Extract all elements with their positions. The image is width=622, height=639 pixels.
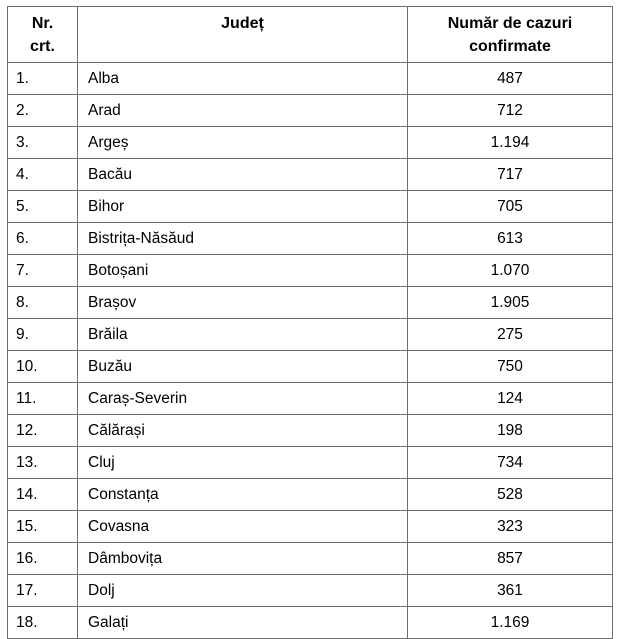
header-nr-crt: Nr. crt. (8, 7, 78, 63)
cases-count-cell: 487 (408, 63, 613, 95)
cases-count-cell: 1.070 (408, 255, 613, 287)
row-number-cell: 18. (8, 607, 78, 639)
county-name-cell: Botoșani (78, 255, 408, 287)
county-name-cell: Constanța (78, 479, 408, 511)
cases-count-cell: 124 (408, 383, 613, 415)
table-row (8, 447, 613, 479)
table-row (8, 607, 613, 639)
county-name-cell: Brăila (78, 319, 408, 351)
table-row (8, 543, 613, 575)
county-name-cell: Brașov (78, 287, 408, 319)
header-row (8, 7, 613, 63)
cases-count-cell: 613 (408, 223, 613, 255)
row-number-cell: 11. (8, 383, 78, 415)
county-name-cell: Covasna (78, 511, 408, 543)
cases-count-cell: 1.194 (408, 127, 613, 159)
table-row (8, 575, 613, 607)
county-name-cell: Arad (78, 95, 408, 127)
table-row (8, 255, 613, 287)
row-number-cell: 3. (8, 127, 78, 159)
cases-count-cell: 1.905 (408, 287, 613, 319)
cases-count-cell: 712 (408, 95, 613, 127)
county-name-cell: Caraș-Severin (78, 383, 408, 415)
county-name-cell: Dâmbovița (78, 543, 408, 575)
table-row (8, 479, 613, 511)
cases-count-cell: 528 (408, 479, 613, 511)
cases-count-cell: 734 (408, 447, 613, 479)
cases-count-cell: 1.169 (408, 607, 613, 639)
table-row (8, 511, 613, 543)
row-number-cell: 2. (8, 95, 78, 127)
document-page (7, 6, 613, 639)
table-row (8, 319, 613, 351)
row-number-cell: 6. (8, 223, 78, 255)
county-name-cell: Bistrița-Năsăud (78, 223, 408, 255)
row-number-cell: 5. (8, 191, 78, 223)
table-row (8, 383, 613, 415)
cases-count-cell: 857 (408, 543, 613, 575)
row-number-cell: 4. (8, 159, 78, 191)
row-number-cell: 16. (8, 543, 78, 575)
table-body (8, 63, 613, 639)
row-number-cell: 15. (8, 511, 78, 543)
table-row (8, 159, 613, 191)
row-number-cell: 8. (8, 287, 78, 319)
county-name-cell: Călărași (78, 415, 408, 447)
cases-count-cell: 705 (408, 191, 613, 223)
table-row (8, 191, 613, 223)
table-row (8, 287, 613, 319)
cases-count-cell: 323 (408, 511, 613, 543)
county-name-cell: Cluj (78, 447, 408, 479)
cases-count-cell: 750 (408, 351, 613, 383)
header-judet: Județ (78, 7, 408, 63)
table-row (8, 95, 613, 127)
table-row (8, 63, 613, 95)
county-name-cell: Argeș (78, 127, 408, 159)
cases-count-cell: 198 (408, 415, 613, 447)
row-number-cell: 13. (8, 447, 78, 479)
county-name-cell: Bihor (78, 191, 408, 223)
confirmed-cases-table (7, 6, 613, 639)
table-row (8, 351, 613, 383)
county-name-cell: Alba (78, 63, 408, 95)
cases-count-cell: 275 (408, 319, 613, 351)
header-numar-cazuri: Număr de cazuri confirmate (408, 7, 613, 63)
row-number-cell: 9. (8, 319, 78, 351)
row-number-cell: 14. (8, 479, 78, 511)
row-number-cell: 1. (8, 63, 78, 95)
table-row (8, 127, 613, 159)
row-number-cell: 10. (8, 351, 78, 383)
cases-count-cell: 717 (408, 159, 613, 191)
table-row (8, 415, 613, 447)
county-name-cell: Bacău (78, 159, 408, 191)
county-name-cell: Buzău (78, 351, 408, 383)
table-row (8, 223, 613, 255)
row-number-cell: 12. (8, 415, 78, 447)
cases-count-cell: 361 (408, 575, 613, 607)
row-number-cell: 7. (8, 255, 78, 287)
row-number-cell: 17. (8, 575, 78, 607)
county-name-cell: Dolj (78, 575, 408, 607)
county-name-cell: Galați (78, 607, 408, 639)
